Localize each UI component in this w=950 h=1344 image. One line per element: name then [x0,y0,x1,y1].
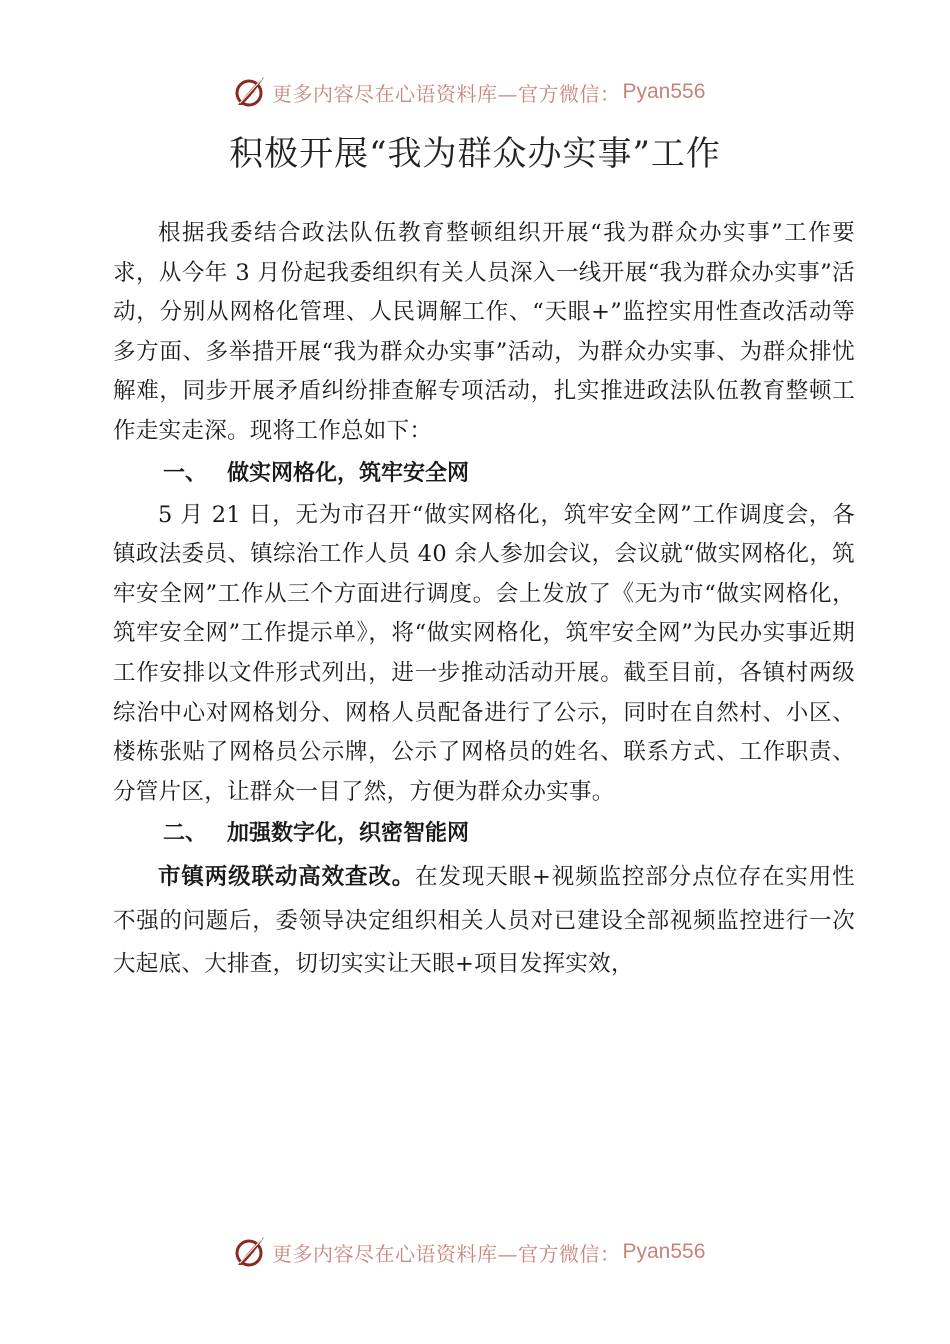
document-title: 积极开展“我为群众办实事”工作 [229,134,721,174]
section-1-heading [113,452,855,496]
section-2-heading [113,812,855,856]
section-2-text: 在发现天眼+视频监控部分点位存在实用性不强的问题后，委领导决定组织相关人员对已建设全部视频监控进行一次大起底、大排查，切切实实让天眼+项目发挥实效， [113,864,855,978]
section-2-number: 二、 [163,821,208,847]
footer-wechat-id: Pyan556 [622,1240,706,1263]
section-1-paragraph: 5 月 21 日，无为市召开“做实网格化，筑牢安全网”工作调度会，各镇政法委员、镇综治工作人员 40 余人参加会议，会议就“做实网格化，筑牢安全网”工作从三个方面进行调度。会上发放了《无为市“做实网格化，筑牢安全网”工作提示单》，将“做实网格化，筑牢安全网”为民办实事近期工作安排以文件形式列出，进一步推动活动开展。截至目前，各镇村两级综治中心对网格划分、网格人员配备进行了公示，同时在自然村、小区、楼栋张贴了网格员公示牌，公示了网格员的姓名、联系方式、工作职责、分管片区，让群众一目了然，方便为群众办实事。 [113,501,855,805]
header-wechat-id: Pyan556 [622,80,706,103]
section-2-lead: 市镇两级联动高效查改。 [158,864,416,891]
footer-banner [232,1232,705,1272]
intro-paragraph: 根据我委结合政法队伍教育整顿组织开展“我为群众办实事”工作要求，从今年 3 月份起我委组织有关人员深入一线开展“我为群众办实事”活动，分别从网格化管理、人民调解工作、“天眼+”监控实用性查改活动等多方面、多举措开展“我为群众办实事”活动，为群众办实事、为群众排忧解难，同步开展矛盾纠纷排查解专项活动，扎实推进政法队伍教育整顿工作走实走深。现将工作总如下： [113,220,855,444]
document-body [113,214,855,987]
header-banner [232,72,705,112]
feather-pen-logo-icon [232,75,266,109]
feather-pen-logo-icon [232,1235,266,1269]
section-1-title: 做实网格化，筑牢安全网 [227,460,470,486]
header-banner-text: 更多内容尽在心语资料库—官方微信： [272,81,621,106]
section-1-number: 一、 [163,460,208,486]
section-2-title: 加强数字化，织密智能网 [227,821,470,847]
footer-banner-text: 更多内容尽在心语资料库—官方微信： [272,1241,621,1266]
section-2-paragraph [113,856,855,986]
